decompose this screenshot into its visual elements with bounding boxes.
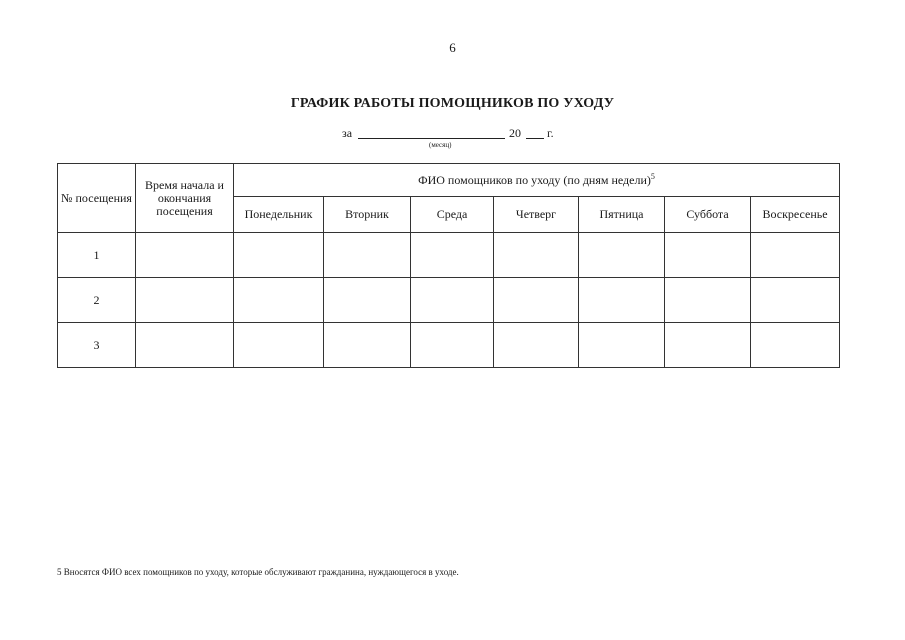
table-row	[58, 323, 840, 368]
table-cell	[751, 233, 840, 278]
table-row	[58, 278, 840, 323]
header-assistants-label: ФИО помощников по уходу (по дням недели)	[418, 173, 651, 187]
header-row-top	[58, 164, 840, 197]
table-cell	[751, 323, 840, 368]
header-visit-time: Время начала и окончания посещения	[136, 164, 234, 233]
year-suffix: г.	[547, 126, 554, 140]
table-cell	[665, 323, 751, 368]
table-cell	[494, 278, 579, 323]
table-cell	[324, 233, 411, 278]
header-visit-number: № посещения	[58, 164, 136, 233]
header-day-tuesday: Вторник	[324, 197, 411, 233]
header-day-saturday: Суббота	[665, 197, 751, 233]
time-cell	[136, 323, 234, 368]
table-cell	[411, 278, 494, 323]
table-cell	[579, 233, 665, 278]
period-prefix: за	[342, 126, 353, 140]
table-cell	[751, 278, 840, 323]
table-cell	[324, 323, 411, 368]
row-number: 2	[58, 278, 136, 323]
header-day-wednesday: Среда	[411, 197, 494, 233]
table-cell	[579, 278, 665, 323]
table-cell	[579, 323, 665, 368]
page-number: 6	[449, 40, 456, 55]
table-cell	[665, 233, 751, 278]
footnote: 5 Вносятся ФИО всех помощников по уходу, которые обслуживают гражданина, нуждающегося в уходе.	[57, 567, 459, 577]
footnote-ref: 5	[650, 172, 655, 181]
time-cell	[136, 233, 234, 278]
row-number: 3	[58, 323, 136, 368]
header-day-friday: Пятница	[579, 197, 665, 233]
table-cell	[665, 278, 751, 323]
table-cell	[411, 233, 494, 278]
table-cell	[234, 278, 324, 323]
header-assistants-group	[234, 164, 840, 197]
document-title: ГРАФИК РАБОТЫ ПОМОЩНИКОВ ПО УХОДУ	[290, 96, 615, 111]
table-cell	[234, 323, 324, 368]
table-cell	[411, 323, 494, 368]
table-cell	[234, 233, 324, 278]
period-line	[340, 126, 600, 156]
header-day-thursday: Четверг	[494, 197, 579, 233]
month-hint: (месяц)	[429, 141, 452, 149]
month-blank	[358, 126, 505, 139]
table-row	[58, 233, 840, 278]
table-cell	[324, 278, 411, 323]
table-cell	[494, 323, 579, 368]
header-day-monday: Понедельник	[234, 197, 324, 233]
row-number: 1	[58, 233, 136, 278]
year-prefix: 20	[509, 126, 521, 140]
time-cell	[136, 278, 234, 323]
table-cell	[494, 233, 579, 278]
schedule-table	[57, 163, 840, 368]
year-blank	[526, 126, 544, 139]
header-day-sunday: Воскресенье	[751, 197, 840, 233]
